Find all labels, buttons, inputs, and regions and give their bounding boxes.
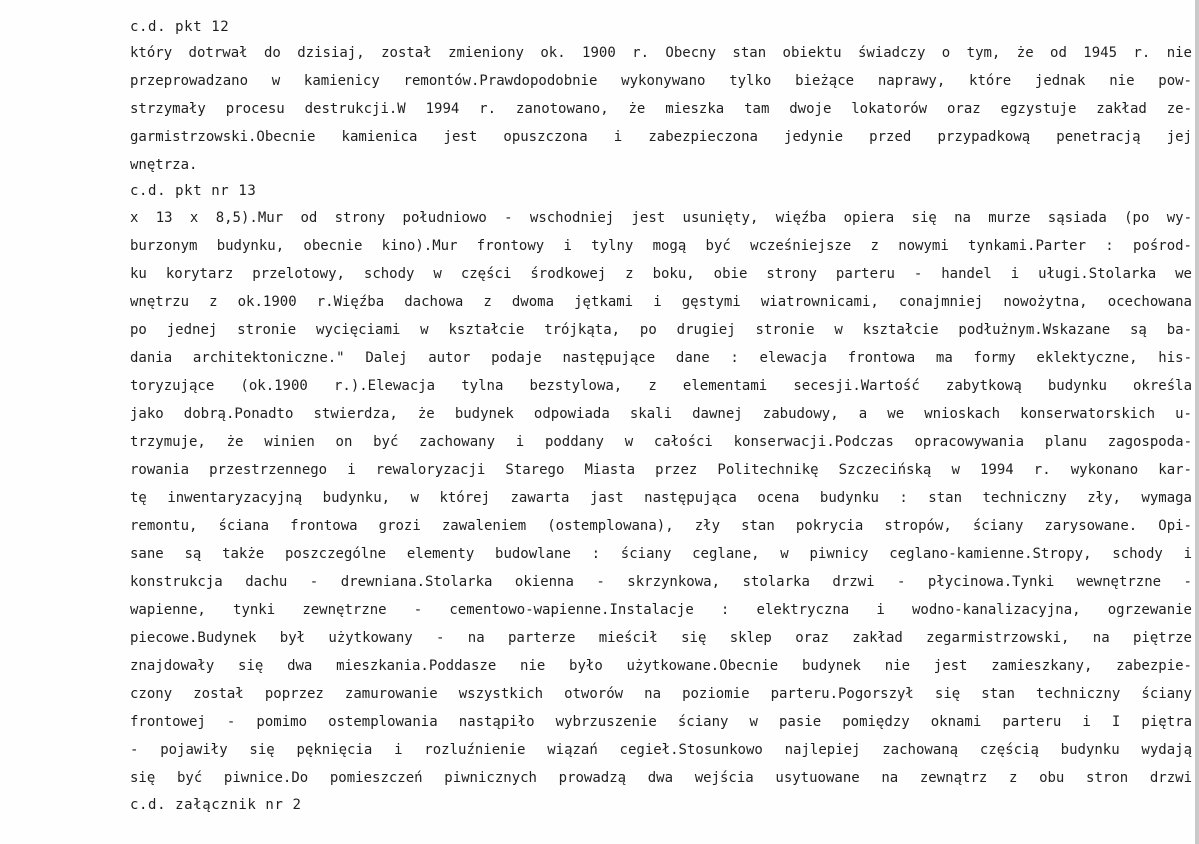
text-line: piecowe.Budynek był użytkowany - na parterze mieścił się sklep oraz zakład zegarmistrzowski, na piętrze xyxy=(130,630,1192,646)
text-line: trzymuje, że winien on być zachowany i poddany w całości konserwacji.Podczas opracowywania planu zagospoda- xyxy=(130,434,1192,450)
text-line: czony został poprzez zamurowanie wszystkich otworów na poziomie parteru.Pogorszył się stan techniczny ściany xyxy=(130,686,1192,702)
text-line: jako dobrą.Ponadto stwierdza, że budynek odpowiada skali dawnej zabudowy, a we wnioskach konserwatorskich u- xyxy=(130,406,1192,422)
text-line: - pojawiły się pęknięcia i rozluźnienie wiązań cegieł.Stosunkowo najlepiej zachowaną częścią budynku wydają xyxy=(130,742,1192,758)
footer-note: c.d. załącznik nr 2 xyxy=(130,797,302,813)
text-line: konstrukcja dachu - drewniana.Stolarka okienna - skrzynkowa, stolarka drzwi - płycinowa.Tynki wewnętrzne - xyxy=(130,574,1192,590)
text-line: znajdowały się dwa mieszkania.Poddasze nie było użytkowane.Obecnie budynek nie jest zamieszkany, zabezpie- xyxy=(130,658,1192,674)
text-line: wnętrza. xyxy=(130,157,198,173)
section-heading-pkt-13: c.d. pkt nr 13 xyxy=(130,183,257,199)
text-line: się być piwnice.Do pomieszczeń piwnicznych prowadzą dwa wejścia usytuowane na zewnątrz z obu stron drzwi xyxy=(130,770,1192,786)
text-line: wnętrzu z ok.1900 r.Więźba dachowa z dwoma jętkami i gęstymi wiatrownicami, conajmniej nowożytna, ocechowana xyxy=(130,294,1192,310)
text-line: który dotrwał do dzisiaj, został zmieniony ok. 1900 r. Obecny stan obiektu świadczy o tym, że od 1945 r. nie xyxy=(130,45,1192,61)
text-line: wapienne, tynki zewnętrzne - cementowo-wapienne.Instalacje : elektryczna i wodno-kanalizacyjna, ogrzewanie xyxy=(130,602,1192,618)
text-line: dania architektoniczne." Dalej autor podaje następujące dane : elewacja frontowa ma formy eklektyczne, his- xyxy=(130,350,1192,366)
text-line: remontu, ściana frontowa grozi zawaleniem (ostemplowana), zły stan pokrycia stropów, ściany zarysowane. Opi- xyxy=(130,518,1192,534)
text-line: sane są także poszczególne elementy budowlane : ściany ceglane, w piwnicy ceglano-kamienne.Stropy, schody i xyxy=(130,546,1192,562)
text-line: po jednej stronie wycięciami w kształcie trójkąta, po drugiej stronie w kształcie podłużnym.Wskazane są ba- xyxy=(130,322,1192,338)
text-line: rowania przestrzennego i rewaloryzacji Starego Miasta przez Politechnikę Szczecińską w 1994 r. wykonano kar- xyxy=(130,462,1192,478)
page-edge xyxy=(1195,0,1199,844)
section-heading-pkt-12: c.d. pkt 12 xyxy=(130,19,230,35)
text-line: burzonym budynku, obecnie kino).Mur frontowy i tylny mogą być wcześniejsze z nowymi tynkami.Parter : pośrod- xyxy=(130,238,1192,254)
text-line: garmistrzowski.Obecnie kamienica jest opuszczona i zabezpieczona jedynie przed przypadkową penetracją jej xyxy=(130,129,1192,145)
text-line: strzymały procesu destrukcji.W 1994 r. zanotowano, że mieszka tam dwoje lokatorów oraz egzystuje zakład ze- xyxy=(130,101,1192,117)
text-line: frontowej - pomimo ostemplowania nastąpiło wybrzuszenie ściany w pasie pomiędzy oknami parteru i I piętra xyxy=(130,714,1192,730)
text-line: tę inwentaryzacyjną budynku, w której zawarta jast następująca ocena budynku : stan techniczny zły, wymaga xyxy=(130,490,1192,506)
text-line: x 13 x 8,5).Mur od strony południowo - wschodniej jest usunięty, więźba opiera się na murze sąsiada (po wy- xyxy=(130,210,1192,226)
text-line: toryzujące (ok.1900 r.).Elewacja tylna bezstylowa, z elementami secesji.Wartość zabytkową budynku określa xyxy=(130,378,1192,394)
text-line: ku korytarz przelotowy, schody w części środkowej z boku, obie strony parteru - handel i uługi.Stolarka we xyxy=(130,266,1192,282)
text-line: przeprowadzano w kamienicy remontów.Prawdopodobnie wykonywano tylko bieżące naprawy, które jednak nie pow- xyxy=(130,73,1192,89)
